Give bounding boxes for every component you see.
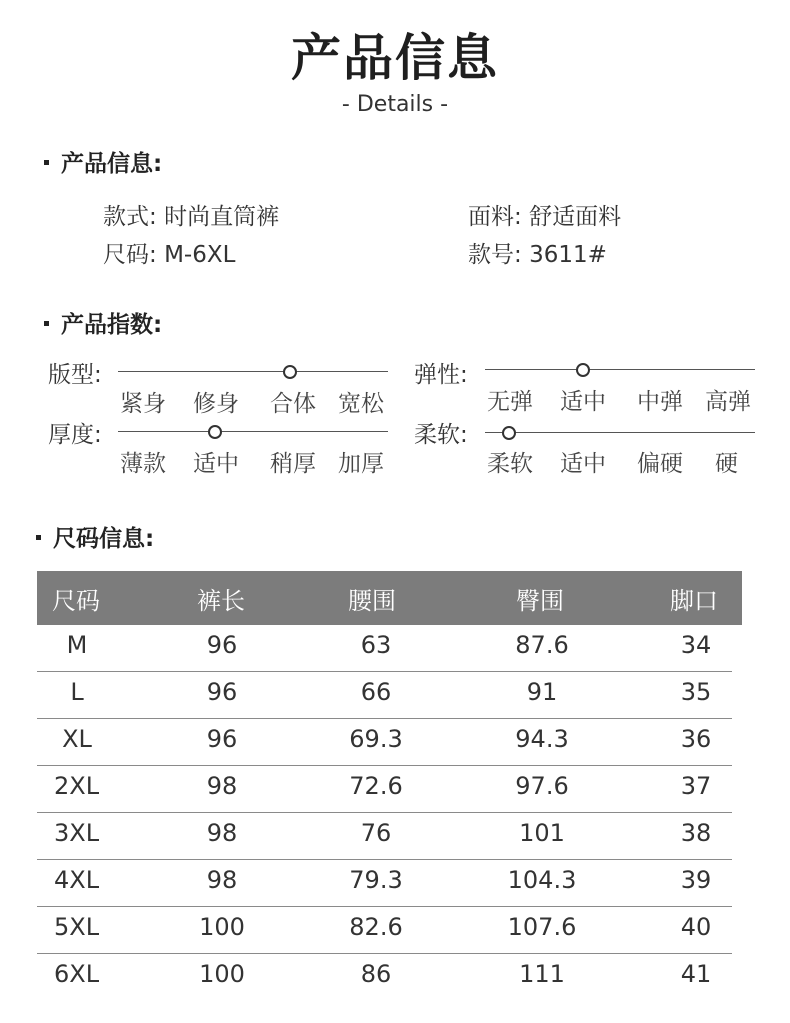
scale-label-thickness: 厚度: (48, 422, 102, 448)
table-cell: 76 (360, 819, 392, 847)
table-cell: 69.3 (349, 725, 403, 753)
page-title: 产品信息 (291, 29, 499, 87)
info-size (103, 236, 235, 269)
scale-option: 合体 (270, 391, 316, 417)
table-cell: 100 (199, 913, 245, 941)
table-cell: 98 (206, 772, 238, 800)
scale-marker-icon (576, 363, 590, 377)
scale-option: 宽松 (338, 391, 384, 417)
table-cell: 96 (206, 631, 238, 659)
table-cell: 6XL (54, 960, 100, 988)
scale-marker-icon (283, 365, 297, 379)
scale-option: 修身 (193, 391, 239, 417)
table-cell: 107.6 (507, 913, 577, 941)
table-cell: 100 (199, 960, 245, 988)
table-cell: M (66, 631, 88, 659)
page-subtitle: - Details - (341, 92, 449, 117)
table-cell: 2XL (54, 772, 100, 800)
column-header-length: 裤长 (197, 587, 245, 615)
table-cell: 98 (206, 866, 238, 894)
table-cell: 98 (206, 819, 238, 847)
row-divider (37, 953, 732, 954)
table-cell: 94.3 (515, 725, 569, 753)
table-cell: 36 (680, 725, 712, 753)
scale-option: 无弹 (487, 389, 533, 415)
row-divider (37, 718, 732, 719)
table-cell: 111 (519, 960, 565, 988)
scale-option: 薄款 (120, 451, 166, 477)
section-heading: 尺码信息: (53, 526, 155, 552)
scale-track (118, 371, 388, 372)
table-cell: 66 (360, 678, 392, 706)
bullet-icon (36, 535, 41, 540)
row-divider (37, 671, 732, 672)
info-fabric (468, 198, 621, 231)
table-cell: L (70, 678, 84, 706)
table-cell: 39 (680, 866, 712, 894)
scale-option: 适中 (193, 451, 239, 477)
info-value: M-6XL (164, 242, 236, 268)
section-heading: 产品指数: (61, 312, 163, 338)
table-cell: 3XL (54, 819, 100, 847)
table-cell: 91 (526, 678, 558, 706)
section-size-info (36, 520, 154, 553)
column-header-hip: 臀围 (516, 587, 564, 615)
info-label: 款号: (468, 242, 522, 268)
scale-option: 柔软 (487, 451, 533, 477)
table-cell: 87.6 (515, 631, 569, 659)
table-cell: 96 (206, 725, 238, 753)
row-divider (37, 765, 732, 766)
scale-label-elasticity: 弹性: (414, 362, 468, 388)
table-cell: 40 (680, 913, 712, 941)
table-cell: 37 (680, 772, 712, 800)
scale-option: 硬 (715, 451, 738, 477)
table-cell: 34 (680, 631, 712, 659)
section-heading: 产品信息: (61, 151, 163, 177)
scale-option: 适中 (560, 451, 606, 477)
table-cell: XL (62, 725, 92, 753)
table-cell: 72.6 (349, 772, 403, 800)
table-cell: 82.6 (349, 913, 403, 941)
scale-track (485, 369, 755, 370)
scale-option: 高弹 (705, 389, 751, 415)
column-header-size: 尺码 (52, 587, 100, 615)
column-header-waist: 腰围 (348, 587, 396, 615)
table-cell: 104.3 (507, 866, 577, 894)
scale-option: 稍厚 (270, 451, 316, 477)
info-item-no (468, 236, 607, 269)
info-value: 时尚直筒裤 (164, 204, 280, 230)
section-product-info (44, 145, 162, 178)
table-cell: 35 (680, 678, 712, 706)
scale-label-fit: 版型: (48, 362, 102, 388)
info-value: 舒适面料 (529, 204, 622, 230)
scale-option: 偏硬 (637, 451, 683, 477)
bullet-icon (44, 160, 49, 165)
info-style (103, 198, 279, 231)
scale-marker-icon (208, 425, 222, 439)
info-label: 面料: (468, 204, 522, 230)
table-cell: 41 (680, 960, 712, 988)
row-divider (37, 812, 732, 813)
scale-option: 紧身 (120, 391, 166, 417)
scale-option: 加厚 (338, 451, 384, 477)
table-cell: 63 (360, 631, 392, 659)
table-cell: 101 (519, 819, 565, 847)
table-cell: 4XL (54, 866, 100, 894)
row-divider (37, 906, 732, 907)
scale-option: 中弹 (637, 389, 683, 415)
scale-track (118, 431, 388, 432)
section-product-index (44, 306, 162, 339)
table-cell: 38 (680, 819, 712, 847)
column-header-hem: 脚口 (670, 587, 718, 615)
info-label: 尺码: (103, 242, 157, 268)
scale-label-softness: 柔软: (414, 422, 468, 448)
table-cell: 97.6 (515, 772, 569, 800)
info-value: 3611# (529, 242, 607, 268)
table-cell: 5XL (54, 913, 100, 941)
table-cell: 86 (360, 960, 392, 988)
scale-track (485, 432, 755, 433)
info-label: 款式: (103, 204, 157, 230)
table-cell: 96 (206, 678, 238, 706)
scale-marker-icon (502, 426, 516, 440)
bullet-icon (44, 321, 49, 326)
scale-option: 适中 (560, 389, 606, 415)
table-cell: 79.3 (349, 866, 403, 894)
row-divider (37, 859, 732, 860)
